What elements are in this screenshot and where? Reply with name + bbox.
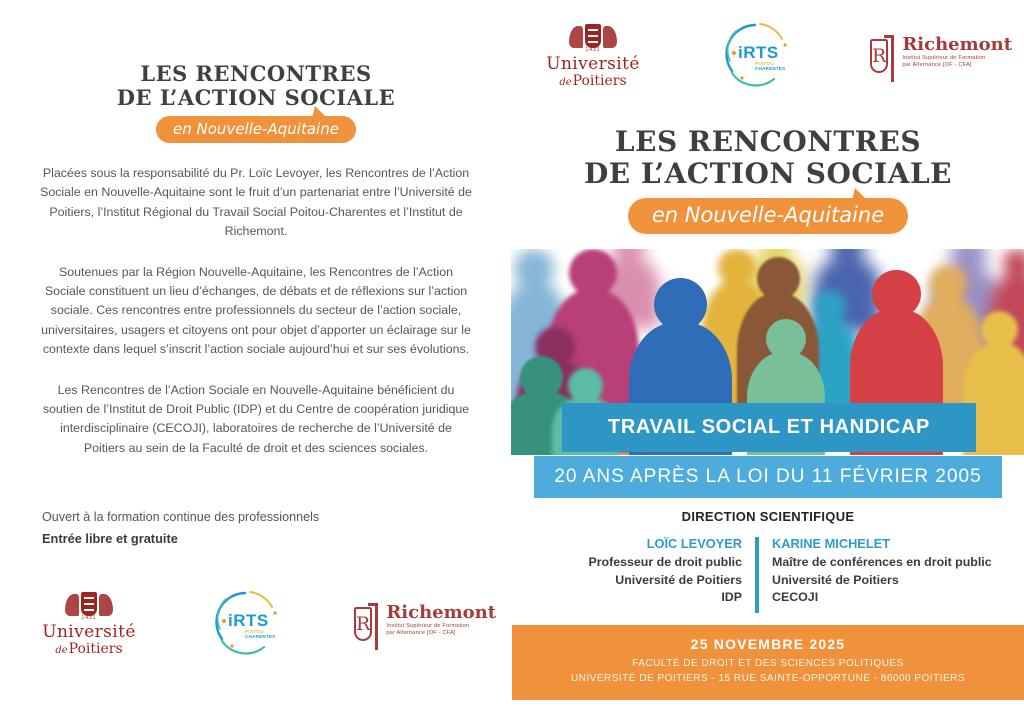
director-role: Professeur de droit public	[588, 555, 742, 570]
free-entry-note: Entrée libre et gratuite	[42, 531, 178, 547]
event-subtitle-banner: 20 ANS APRÈS LA LOI DU 11 FÉVRIER 2005	[534, 456, 1002, 498]
poitiers-crest-icon	[57, 586, 121, 621]
irts-logo	[722, 21, 796, 87]
intro-paragraph-3: Les Rencontres de l’Action Sociale en Nouvelle-Aquitaine bénéficient du soutien de l’Institut de Droit Public (IDP) et du Centre de coopération juridique interdisciplinaire (CECOJI), laboratoires de recherche de l’Université de Poitiers au sein de la Faculté de droit et des sciences sociales.	[42, 382, 470, 455]
director-institution: Université de Poitiers	[615, 572, 742, 587]
direction-heading: DIRECTION SCIENTIFIQUE	[681, 509, 855, 524]
open-training-note: Ouvert à la formation continue des professionnels	[42, 510, 320, 525]
directors-block	[512, 535, 1024, 613]
event-footer	[512, 625, 1024, 700]
richemont-logo-name: Richemont	[902, 33, 1013, 55]
irts-logo-region: POITOU CHARENTES	[245, 628, 276, 639]
brand-title-line1: LES RENCONTRES	[140, 61, 372, 86]
richemont-monogram-icon: R	[354, 607, 372, 641]
event-title-banner: TRAVAIL SOCIAL ET HANDICAP	[562, 403, 976, 452]
event-date: 25 NOVEMBRE 2025	[690, 636, 846, 652]
director-role: Maître de conférences en droit public	[772, 555, 992, 570]
event-venue: FACULTÉ DE DROIT ET DES SCIENCES POLITIQUES	[632, 658, 904, 669]
richemont-logo-name: Richemont	[386, 601, 497, 623]
brand-title-right	[512, 126, 1024, 190]
poitiers-logo-name: Université	[42, 622, 136, 642]
region-badge-left: en Nouvelle-Aquitaine	[156, 116, 356, 143]
region-badge-right: en Nouvelle-Aquitaine	[628, 198, 908, 234]
irts-logo-region: POITOU CHARENTES	[755, 60, 786, 71]
director-lab: CECOJI	[772, 589, 819, 604]
richemont-logo	[870, 33, 1013, 73]
poitiers-founding-year: 1431	[585, 47, 601, 53]
richemont-logo	[354, 601, 497, 641]
partner-logos-right	[538, 18, 1013, 89]
richemont-logo-sub1: Institut Supérieur de Formation	[902, 54, 986, 61]
intro-paragraph-1: Placées sous la responsabilité du Pr. Loïc Levoyer, les Rencontres de l’Action Sociale en Nouvelle-Aquitaine sont le fruit d’un partenariat entre l’Université de Poitiers, l’Institut Régional du Travail Social Poitou-Charentes et l’Institut de Richemont.	[40, 165, 472, 239]
event-address: UNIVERSITÉ DE POITIERS - 15 RUE SAINTE-OPPORTUNE - 86000 POITIERS	[570, 673, 966, 684]
poitiers-founding-year: 1431	[81, 615, 97, 621]
intro-paragraph-2: Soutenues par la Région Nouvelle-Aquitaine, les Rencontres de l’Action Sociale constituent un lieu d’échanges, de débats et de réflexions sur l’action sociale. Ces rencontres entre professionnels du secteur de l’action sociale, universitaires, usagers et citoyens ont pour objet d’apporter un éclairage sur le contexte dans lequel s’inscrit l’action sociale aujourd’hui et sur ses évolutions.	[41, 264, 471, 357]
brand-title-line2: DE L’ACTION SOCIALE	[583, 156, 953, 190]
director-name: KARINE MICHELET	[772, 536, 891, 551]
irts-dot-icon	[222, 619, 226, 623]
poitiers-logo-city: dePoitiers	[55, 641, 123, 657]
brand-title-line2: DE L’ACTION SOCIALE	[116, 84, 396, 110]
brand-title-left	[0, 62, 512, 110]
panel-right	[512, 0, 1024, 724]
irts-logo	[212, 589, 286, 655]
director-levoyer	[527, 535, 755, 613]
director-lab: IDP	[721, 589, 742, 604]
richemont-logo-sub2: par Alternance [OF - CFA]	[902, 61, 972, 68]
poitiers-crest-icon	[561, 18, 625, 53]
director-name: LOÏC LEVOYER	[646, 536, 742, 551]
brand-title-line1: LES RENCONTRES	[614, 125, 922, 158]
richemont-logo-sub1: Institut Supérieur de Formation	[386, 622, 470, 629]
irts-dot-icon	[732, 51, 736, 55]
director-michelet	[759, 535, 1009, 613]
partner-logos-left	[34, 586, 497, 657]
poitiers-logo-name: Université	[546, 54, 640, 74]
richemont-logo-sub2: par Alternance [OF - CFA]	[386, 629, 456, 636]
universite-poitiers-logo	[538, 18, 648, 89]
poitiers-logo-city: dePoitiers	[559, 73, 627, 89]
director-institution: Université de Poitiers	[772, 572, 899, 587]
richemont-monogram-icon: R	[870, 39, 888, 73]
universite-poitiers-logo	[34, 586, 144, 657]
irts-logo-text: iRTS	[738, 42, 779, 62]
irts-logo-text: iRTS	[228, 610, 269, 630]
